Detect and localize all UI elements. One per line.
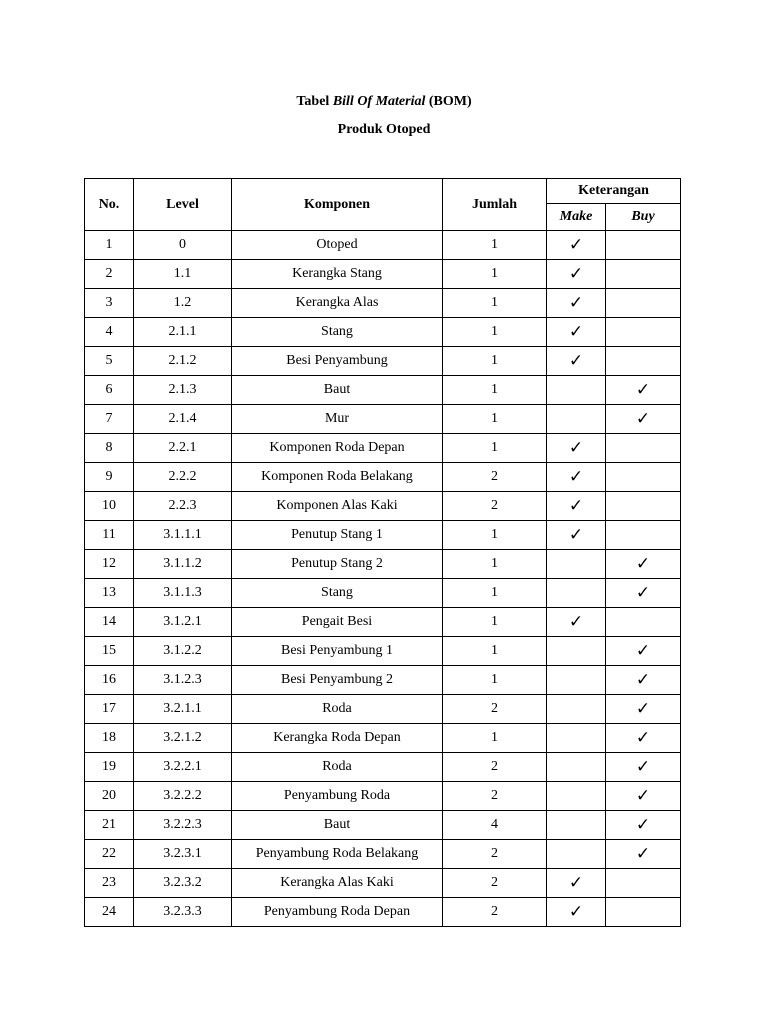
cell-buy-check-icon (606, 608, 681, 637)
header-keterangan: Keterangan (547, 179, 681, 204)
table-row (85, 724, 681, 753)
cell-make-check-icon: ✓ (547, 463, 606, 492)
cell-jumlah: 2 (443, 753, 547, 782)
cell-jumlah: 1 (443, 579, 547, 608)
bom-table-body (85, 231, 681, 927)
cell-buy-check-icon: ✓ (606, 376, 681, 405)
cell-make-check-icon: ✓ (547, 521, 606, 550)
cell-komponen: Kerangka Alas Kaki (232, 869, 443, 898)
cell-make-check-icon (547, 637, 606, 666)
cell-jumlah: 2 (443, 898, 547, 927)
cell-no: 12 (85, 550, 134, 579)
cell-level: 3.2.3.3 (134, 898, 232, 927)
cell-jumlah: 1 (443, 521, 547, 550)
cell-komponen: Penutup Stang 1 (232, 521, 443, 550)
cell-jumlah: 2 (443, 492, 547, 521)
table-row (85, 782, 681, 811)
cell-buy-check-icon (606, 231, 681, 260)
cell-komponen: Kerangka Alas (232, 289, 443, 318)
cell-level: 2.2.2 (134, 463, 232, 492)
cell-level: 3.1.2.1 (134, 608, 232, 637)
cell-jumlah: 1 (443, 376, 547, 405)
table-title-italic: Bill Of Material (332, 94, 426, 109)
cell-komponen: Stang (232, 318, 443, 347)
cell-jumlah: 1 (443, 405, 547, 434)
cell-buy-check-icon (606, 260, 681, 289)
cell-no: 16 (85, 666, 134, 695)
header-buy: Buy (606, 204, 681, 231)
cell-no: 24 (85, 898, 134, 927)
cell-make-check-icon: ✓ (547, 289, 606, 318)
cell-make-check-icon (547, 550, 606, 579)
header-row (85, 179, 681, 204)
cell-no: 20 (85, 782, 134, 811)
cell-make-check-icon (547, 666, 606, 695)
table-row (85, 811, 681, 840)
table-row (85, 840, 681, 869)
cell-buy-check-icon: ✓ (606, 405, 681, 434)
table-row (85, 434, 681, 463)
cell-make-check-icon: ✓ (547, 347, 606, 376)
cell-buy-check-icon: ✓ (606, 782, 681, 811)
cell-make-check-icon (547, 695, 606, 724)
cell-no: 19 (85, 753, 134, 782)
header-jumlah: Jumlah (443, 179, 547, 231)
cell-komponen: Stang (232, 579, 443, 608)
cell-komponen: Komponen Alas Kaki (232, 492, 443, 521)
cell-level: 3.2.3.2 (134, 869, 232, 898)
cell-no: 15 (85, 637, 134, 666)
cell-buy-check-icon (606, 434, 681, 463)
cell-jumlah: 1 (443, 637, 547, 666)
cell-level: 2.2.3 (134, 492, 232, 521)
cell-make-check-icon (547, 811, 606, 840)
table-row (85, 898, 681, 927)
cell-jumlah: 1 (443, 260, 547, 289)
cell-no: 3 (85, 289, 134, 318)
cell-buy-check-icon: ✓ (606, 695, 681, 724)
cell-make-check-icon (547, 405, 606, 434)
cell-komponen: Besi Penyambung (232, 347, 443, 376)
cell-no: 18 (85, 724, 134, 753)
table-row (85, 608, 681, 637)
header-make: Make (547, 204, 606, 231)
cell-level: 3.2.2.3 (134, 811, 232, 840)
cell-jumlah: 4 (443, 811, 547, 840)
cell-make-check-icon (547, 782, 606, 811)
cell-buy-check-icon (606, 463, 681, 492)
cell-no: 6 (85, 376, 134, 405)
table-row (85, 492, 681, 521)
cell-level: 0 (134, 231, 232, 260)
cell-no: 4 (85, 318, 134, 347)
cell-level: 2.2.1 (134, 434, 232, 463)
cell-komponen: Komponen Roda Belakang (232, 463, 443, 492)
cell-make-check-icon: ✓ (547, 434, 606, 463)
cell-komponen: Baut (232, 811, 443, 840)
cell-no: 23 (85, 869, 134, 898)
bom-table (84, 178, 681, 927)
cell-komponen: Baut (232, 376, 443, 405)
cell-buy-check-icon (606, 898, 681, 927)
cell-komponen: Besi Penyambung 2 (232, 666, 443, 695)
cell-no: 8 (85, 434, 134, 463)
cell-komponen: Kerangka Stang (232, 260, 443, 289)
cell-no: 1 (85, 231, 134, 260)
cell-buy-check-icon: ✓ (606, 753, 681, 782)
cell-jumlah: 1 (443, 434, 547, 463)
cell-buy-check-icon (606, 318, 681, 347)
cell-komponen: Penutup Stang 2 (232, 550, 443, 579)
cell-jumlah: 2 (443, 782, 547, 811)
cell-komponen: Roda (232, 753, 443, 782)
cell-buy-check-icon (606, 521, 681, 550)
table-row (85, 231, 681, 260)
cell-no: 17 (85, 695, 134, 724)
table-title (0, 94, 768, 110)
cell-no: 13 (85, 579, 134, 608)
cell-level: 3.2.2.1 (134, 753, 232, 782)
cell-jumlah: 2 (443, 840, 547, 869)
cell-make-check-icon: ✓ (547, 318, 606, 347)
cell-level: 3.1.2.2 (134, 637, 232, 666)
table-row (85, 579, 681, 608)
cell-jumlah: 2 (443, 695, 547, 724)
cell-level: 3.2.1.2 (134, 724, 232, 753)
cell-jumlah: 1 (443, 608, 547, 637)
cell-buy-check-icon: ✓ (606, 666, 681, 695)
cell-no: 22 (85, 840, 134, 869)
cell-level: 1.1 (134, 260, 232, 289)
cell-level: 3.2.1.1 (134, 695, 232, 724)
table-row (85, 521, 681, 550)
table-title-suffix: (BOM) (428, 94, 472, 109)
table-row (85, 463, 681, 492)
table-row (85, 869, 681, 898)
table-subtitle: Produk Otoped (337, 122, 431, 137)
table-row (85, 666, 681, 695)
table-row (85, 289, 681, 318)
cell-make-check-icon: ✓ (547, 260, 606, 289)
cell-komponen: Otoped (232, 231, 443, 260)
cell-buy-check-icon: ✓ (606, 637, 681, 666)
cell-make-check-icon (547, 376, 606, 405)
cell-komponen: Kerangka Roda Depan (232, 724, 443, 753)
cell-no: 14 (85, 608, 134, 637)
cell-jumlah: 2 (443, 869, 547, 898)
cell-level: 3.2.3.1 (134, 840, 232, 869)
cell-jumlah: 1 (443, 318, 547, 347)
cell-level: 3.1.2.3 (134, 666, 232, 695)
cell-no: 7 (85, 405, 134, 434)
cell-no: 11 (85, 521, 134, 550)
table-row (85, 405, 681, 434)
table-row (85, 260, 681, 289)
cell-level: 3.1.1.1 (134, 521, 232, 550)
cell-no: 2 (85, 260, 134, 289)
cell-level: 3.1.1.2 (134, 550, 232, 579)
cell-jumlah: 1 (443, 231, 547, 260)
cell-jumlah: 1 (443, 289, 547, 318)
cell-level: 1.2 (134, 289, 232, 318)
cell-make-check-icon: ✓ (547, 492, 606, 521)
table-row (85, 637, 681, 666)
cell-komponen: Penyambung Roda Belakang (232, 840, 443, 869)
cell-make-check-icon: ✓ (547, 869, 606, 898)
table-row (85, 695, 681, 724)
table-row (85, 318, 681, 347)
cell-jumlah: 1 (443, 550, 547, 579)
cell-no: 9 (85, 463, 134, 492)
cell-buy-check-icon: ✓ (606, 724, 681, 753)
cell-level: 2.1.3 (134, 376, 232, 405)
cell-buy-check-icon (606, 492, 681, 521)
cell-buy-check-icon: ✓ (606, 579, 681, 608)
cell-jumlah: 1 (443, 666, 547, 695)
cell-buy-check-icon: ✓ (606, 840, 681, 869)
cell-no: 21 (85, 811, 134, 840)
cell-komponen: Penyambung Roda Depan (232, 898, 443, 927)
cell-komponen: Pengait Besi (232, 608, 443, 637)
cell-buy-check-icon (606, 347, 681, 376)
cell-make-check-icon: ✓ (547, 231, 606, 260)
cell-komponen: Roda (232, 695, 443, 724)
cell-make-check-icon (547, 753, 606, 782)
cell-make-check-icon: ✓ (547, 608, 606, 637)
cell-jumlah: 1 (443, 724, 547, 753)
cell-buy-check-icon: ✓ (606, 550, 681, 579)
cell-komponen: Penyambung Roda (232, 782, 443, 811)
cell-make-check-icon (547, 724, 606, 753)
cell-jumlah: 1 (443, 347, 547, 376)
cell-buy-check-icon (606, 289, 681, 318)
table-row (85, 347, 681, 376)
header-level: Level (134, 179, 232, 231)
cell-level: 2.1.1 (134, 318, 232, 347)
table-row (85, 376, 681, 405)
cell-jumlah: 2 (443, 463, 547, 492)
cell-make-check-icon (547, 579, 606, 608)
cell-level: 3.1.1.3 (134, 579, 232, 608)
cell-komponen: Besi Penyambung 1 (232, 637, 443, 666)
cell-no: 10 (85, 492, 134, 521)
cell-buy-check-icon: ✓ (606, 811, 681, 840)
cell-level: 2.1.4 (134, 405, 232, 434)
header-komponen: Komponen (232, 179, 443, 231)
cell-level: 2.1.2 (134, 347, 232, 376)
cell-komponen: Komponen Roda Depan (232, 434, 443, 463)
cell-no: 5 (85, 347, 134, 376)
header-no: No. (85, 179, 134, 231)
table-title-prefix: Tabel (296, 94, 330, 109)
cell-buy-check-icon (606, 869, 681, 898)
cell-make-check-icon (547, 840, 606, 869)
cell-komponen: Mur (232, 405, 443, 434)
table-row (85, 550, 681, 579)
cell-make-check-icon: ✓ (547, 898, 606, 927)
table-row (85, 753, 681, 782)
cell-level: 3.2.2.2 (134, 782, 232, 811)
